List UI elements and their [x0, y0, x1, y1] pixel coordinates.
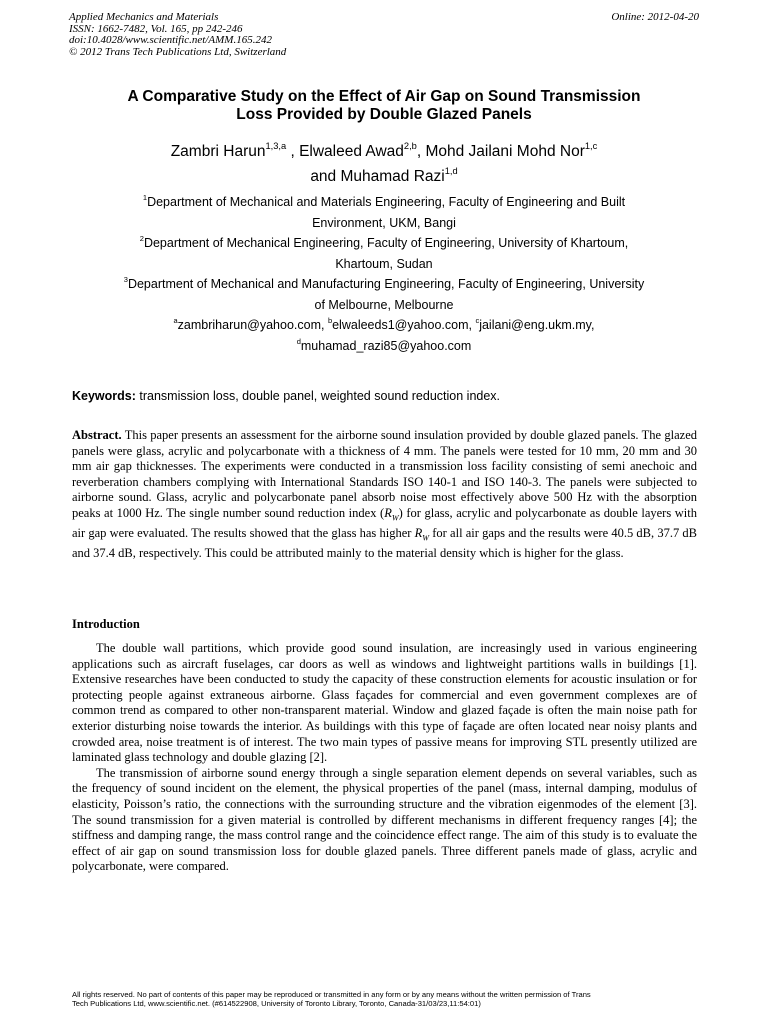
affil-number: 1 — [142, 193, 148, 203]
author-affil-mark: 1,c — [584, 140, 598, 151]
copyright-line: © 2012 Trans Tech Publications Ltd, Switzerland — [69, 45, 287, 58]
title-line-2: Loss Provided by Double Glazed Panels — [236, 106, 532, 123]
footer-line-1: All rights reserved. No part of contents of this paper may be reproduced or transmitted in any form or by any means without the written permission of Trans — [72, 990, 591, 999]
author-affil-mark: 1,3,a — [265, 140, 287, 151]
abstract-label: Abstract. — [72, 428, 122, 442]
affil-number: 3 — [123, 275, 128, 285]
affil-text: Department of Mechanical and Manufacturing Engineering, Faculty of Engineering, University — [127, 277, 645, 291]
issn-line: ISSN: 1662-7482, Vol. 165, pp 242-246 — [69, 22, 243, 35]
keywords-label: Keywords: — [72, 389, 136, 403]
rw-symbol: $R_W$ — [384, 505, 399, 523]
affiliation-2-cont: Khartoum, Sudan — [335, 256, 433, 271]
email-d: muhamad_razi85@yahoo.com — [300, 338, 472, 353]
affiliation-3 — [72, 274, 696, 295]
affiliation-1-cont: Environment, UKM, Bangi — [312, 215, 456, 230]
title-line-1: A Comparative Study on the Effect of Air Gap on Sound Transmission — [127, 88, 641, 105]
paper-title — [72, 88, 696, 124]
author-list — [72, 139, 696, 189]
journal-header — [69, 12, 699, 58]
rw-symbol: $R_W$ — [414, 526, 430, 543]
author-name: Zambri Harun — [170, 143, 266, 160]
author-affil-mark: 2,b — [403, 140, 417, 151]
online-date: Online: 2012-04-20 — [611, 11, 699, 23]
affiliation-3-cont: of Melbourne, Melbourne — [314, 297, 454, 312]
introduction-body — [72, 641, 697, 875]
intro-paragraph-1: The double wall partitions, which provide good sound insulation, are increasingly used in various engineering applications such as aircraft fuselages, car doors as well as windows and lightweight partitions walls in buildings [1]. Extensive researches have been conducted to study the capacity of these construction elements for acoustic insulation or for protecting people against extraneous airborne. Glass façades for commercial and even government complexes are of common trend as compared to other non-transparent material. Window and glazed façade is often the main noise path for exterior disturbing noise towards the interior. As buildings with this type of façade are often located near noisy plants and crowded area, noise treatment is of interest. The two main types of passive means for improving STL presently utilized are laminated glass technology and double glazing [2]. — [72, 641, 697, 765]
keywords — [72, 388, 696, 404]
emails-line-2: $^d$muhamad_razi85@yahoo.com — [296, 336, 472, 353]
email-c: jailani@eng.ukm.my, — [479, 318, 595, 332]
author-affil-mark: 1,d — [444, 165, 458, 176]
copyright-footer — [72, 990, 712, 1008]
emails-line-1: $^a$zambriharun@yahoo.com, $^b$elwaleeds1@yahoo.com, $^c$jailani@eng.ukm.my, — [173, 316, 595, 332]
email-a: zambriharun@yahoo.com — [177, 318, 321, 332]
abstract-text: This paper presents an assessment for the airborne sound insulation provided by double glazed panels. The glazed panels were glass, acrylic and polycarbonate with a thickness of 4 mm. The panels were tested for 10 mm, 20 mm and 30 mm air gap thicknesses. The experiments were conducted in a transmission loss facility consisting of semi anechoic and reverberation chambers complying with International Standards ISO 140-1 and ISO 140-3. The panels were subjected to airborne sound. Glass, acrylic and polycarbonate panel absorb noise most effectively above 500 Hz with the absorption peaks at 1000 Hz. The single number sound reduction index ( — [72, 428, 697, 520]
email-b: elwaleeds1@yahoo.com — [332, 318, 469, 332]
author-name: , Mohd Jailani Mohd Nor — [416, 143, 585, 160]
affiliation-2 — [72, 233, 696, 254]
abstract-text: ) for glass, acrylic and polycarbonate as double layers with air gap were evaluated. The results showed that the glass has higher — [72, 505, 698, 541]
abstract — [72, 428, 697, 562]
affiliations — [72, 192, 696, 356]
author-name: and Muhamad Razi — [310, 168, 445, 185]
section-heading: Introduction — [72, 617, 140, 631]
journal-name: Applied Mechanics and Materials — [69, 11, 219, 23]
abstract-text: for all air gaps and the results were 40.5 dB, 37.7 dB and 37.4 dB, respectively. This could be attributed mainly to the material density which is higher for the glass. — [72, 526, 697, 561]
affil-text: Department of Mechanical Engineering, Faculty of Engineering, University of Khartoum, — [143, 236, 629, 250]
author-name: , Elwaleed Awad — [286, 143, 404, 160]
affil-number: 2 — [139, 234, 144, 244]
affil-text: Department of Mechanical and Materials Engineering, Faculty of Engineering and Built — [147, 195, 626, 209]
keywords-text: transmission loss, double panel, weighted sound reduction index. — [135, 389, 501, 403]
footer-line-2: Tech Publications Ltd, www.scientific.net. (#614522908, University of Toronto Library, Toronto, Canada-31/03/23,11:54:01) — [72, 999, 481, 1008]
affiliation-1 — [72, 192, 696, 213]
doi-line: doi:10.4028/www.scientific.net/AMM.165.242 — [69, 34, 272, 46]
intro-paragraph-2: The transmission of airborne sound energy through a single separation element depends on several variables, such as the frequency of sound incident on the element, the physical properties of the panel (mass, internal damping, modulus of elasticity, Poisson’s ratio, the connections with the surrounding structure and the vibration eigenmodes of the element [3]. The sound transmission for a given material is controlled by different mechanisms in different frequency ranges [4]; the stiffness and damping range, the mass control range and the coincidence effect range. The aim of this study is to evaluate the effect of air gap on sound transmission loss for double glazed panels. Three different panels made of glass, acrylic and polycarbonate, were compared. — [72, 765, 697, 874]
